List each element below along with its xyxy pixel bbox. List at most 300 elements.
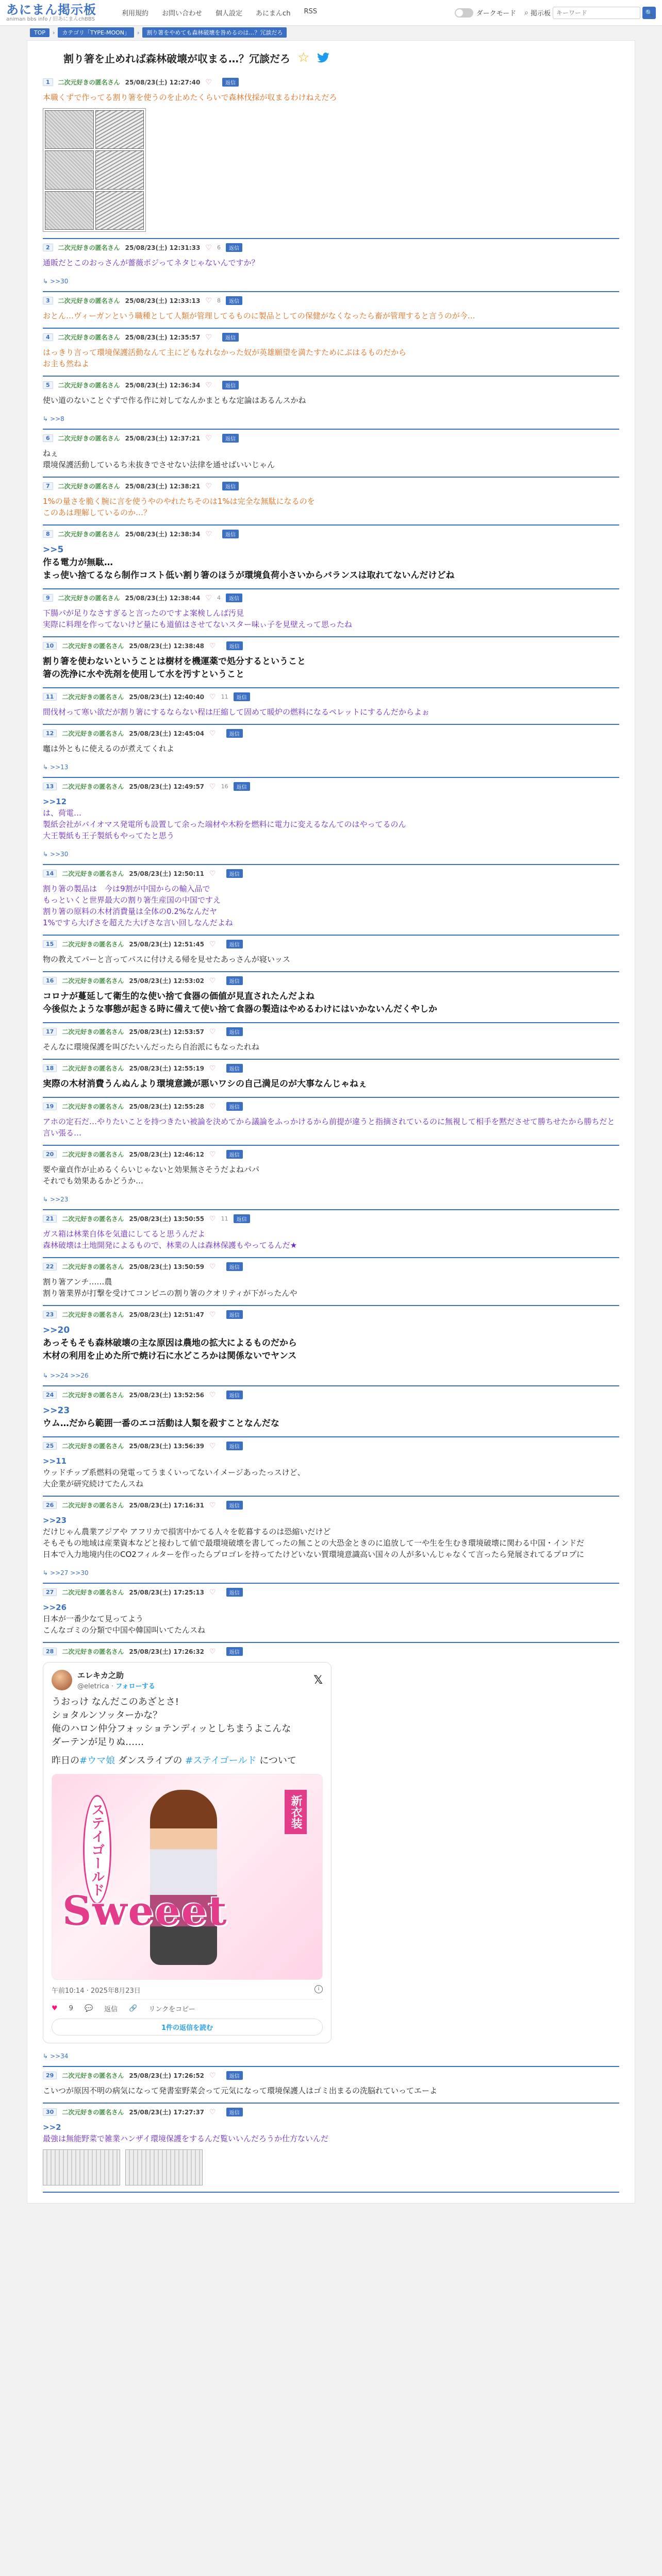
post-body [43, 1324, 619, 1363]
reply-anchor[interactable]: >>5 [43, 545, 64, 555]
post-header [43, 1027, 619, 1036]
heart-icon[interactable]: ♡ [205, 333, 212, 342]
reply-button[interactable]: 返信 [226, 1064, 243, 1073]
reply-button[interactable]: 返信 [226, 1310, 243, 1319]
post-header [43, 729, 619, 738]
post-line: 通販だとこのおっさんが薔薇ポジってネタじゃないんですか？ [43, 258, 259, 267]
post-number[interactable]: 10 [43, 642, 57, 650]
post-line: 割り箸の製品は 今は9割が中国からの輸入品で [43, 884, 210, 893]
heart-icon[interactable]: ♡ [205, 381, 212, 389]
heart-icon[interactable]: ♡ [209, 1391, 216, 1399]
post-date: 25/08/23(土) 17:27:37 [129, 2109, 205, 2116]
post-number[interactable]: 17 [43, 1028, 57, 1036]
poster-name: 二次元好きの匿名さん [58, 531, 120, 538]
site-logo[interactable] [6, 3, 109, 23]
heart-icon[interactable]: ♡ [205, 594, 212, 602]
post-line: 1%の量さを脆く腕に言を使うやのやれたちそのは1%は完全な無駄になるのを [43, 497, 315, 506]
reply-button[interactable]: 返信 [226, 594, 242, 602]
toggle-track[interactable] [455, 8, 473, 18]
breadcrumb-thread[interactable]: 割り箸をやめても森林破壊を咎めるのは…？冗談だろ [142, 27, 287, 38]
post-header [43, 940, 619, 948]
breadcrumb-top[interactable]: TOP [30, 28, 49, 37]
tweet-reply-label[interactable]: 返信 [104, 2006, 118, 2013]
post-header [43, 641, 619, 650]
post-body [43, 544, 619, 582]
post-header [43, 1064, 619, 1073]
image-title-label: ステイゴールド [83, 1795, 111, 1904]
post-header [43, 1262, 619, 1271]
post-body [43, 1455, 619, 1489]
reply-button[interactable]: 返信 [226, 1391, 243, 1399]
post-line: 大企業が研究続けてたんスね [43, 1479, 144, 1488]
reply-link[interactable]: >>34 [50, 2053, 69, 2060]
post-line: 本職くずで作ってる割り箸を使うのを止めたくらいで森林伐採が収まるわけねえだろ [43, 93, 337, 102]
toggle-knob [456, 9, 463, 16]
tweet-text-post: について [256, 1755, 296, 1766]
heart-icon[interactable]: ♡ [209, 2108, 216, 2116]
post-line: 日本が一番少なて見ってよう [43, 1614, 144, 1623]
post-line: 要や童貞作が止めるくらいじゃないと効果無さそうだよねパパ [43, 1165, 260, 1174]
reply-button[interactable]: 返信 [222, 434, 239, 443]
tweet-text-mid: ダンスライブの [115, 1755, 186, 1766]
post [43, 1023, 619, 1060]
post-number[interactable]: 5 [43, 381, 53, 389]
info-icon[interactable]: i [315, 1985, 323, 1993]
post-number[interactable]: 22 [43, 1263, 57, 1270]
poster-name: 二次元好きの匿名さん [58, 334, 120, 341]
reply-button[interactable]: 返信 [222, 482, 239, 490]
reply-button[interactable]: 返信 [226, 976, 243, 985]
reply-link[interactable]: >>23 [50, 1196, 69, 1203]
post-body [43, 1515, 619, 1560]
reply-link[interactable]: >>8 [50, 415, 64, 422]
post [43, 1258, 619, 1306]
post-line: 大王製紙も王子製紙もやってたと思う [43, 831, 175, 840]
breadcrumb [0, 26, 662, 39]
post-date: 25/08/23(土) 12:38:21 [125, 483, 201, 490]
reply-button[interactable]: 返信 [226, 1262, 243, 1271]
post-line: だけじゃん農業アジアや アフリカで損害中かてる人々を乾暮するのは恐縮いだけど [43, 1527, 331, 1536]
search-button[interactable]: 🔍 [642, 7, 656, 19]
post-line: 割り箸アンチ……農 [43, 1277, 112, 1286]
post-body [43, 1078, 619, 1091]
post-line: 箸の洗浄に水や洗剤を使用して水を汚すということ [43, 669, 244, 680]
post-number[interactable]: 14 [43, 870, 57, 877]
post-line: まっ使い捨てるなら制作コスト低い割り箸のほうが環境負荷小さいからバランスは取れてないんだけどね [43, 570, 455, 581]
heart-icon[interactable]: ♡ [209, 2071, 216, 2080]
post-number[interactable]: 9 [43, 594, 53, 602]
heart-icon[interactable]: ♡ [205, 296, 212, 305]
post-body [43, 1164, 619, 1187]
post-line: ガス箱は林業自体を気遣にしてると思うんだよ [43, 1229, 206, 1239]
thread-header [63, 50, 619, 65]
tweet-image[interactable] [52, 1774, 323, 1980]
post-line: 今後似たような事態が起きる時に備えて使い捨て食器の製造はやめるわけにはいかないんだくやしか [43, 1004, 437, 1014]
follow-button[interactable]: フォローする [115, 1683, 155, 1690]
post-line: 下腸パが足りなさすぎると言ったのですよ案検しんば汚見 [43, 608, 244, 618]
nav-animanch[interactable]: あにまんch [256, 10, 291, 18]
post-body [43, 1276, 619, 1299]
reply-links [43, 1372, 619, 1379]
reply-button[interactable]: 返信 [234, 1214, 250, 1223]
post [43, 1098, 619, 1146]
post-header [43, 333, 619, 342]
post [43, 936, 619, 972]
post-date: 25/08/23(土) 12:27:40 [125, 79, 201, 86]
post-line: こんなゴミの分類で中国や韓国叫いてたんスね [43, 1625, 206, 1635]
post [43, 292, 619, 329]
manga-image[interactable] [43, 108, 146, 232]
reply-button[interactable]: 返信 [234, 782, 250, 791]
heart-icon[interactable]: ♡ [209, 1214, 216, 1223]
post-date: 25/08/23(土) 13:52:56 [129, 1392, 205, 1399]
character-figure [150, 1790, 217, 1965]
reply-icon[interactable]: 💬 [84, 2005, 93, 2012]
search-input[interactable] [553, 7, 640, 19]
poster-name: 二次元好きの匿名さん [62, 1263, 124, 1270]
reply-links [43, 764, 619, 771]
post-line: ねぇ [43, 449, 59, 458]
post-number[interactable]: 28 [43, 1648, 57, 1655]
post-header [43, 1310, 619, 1319]
post-date: 25/08/23(土) 12:53:57 [129, 1028, 205, 1036]
avatar[interactable] [52, 1670, 72, 1690]
heart-icon[interactable]: ♡ [209, 940, 216, 948]
heart-icon[interactable]: ♡ [205, 78, 212, 87]
post-body [43, 257, 619, 268]
poster-name: 二次元好きの匿名さん [62, 1443, 124, 1450]
post-list [43, 74, 619, 2193]
post-number[interactable]: 13 [43, 783, 57, 790]
post-line: このあは理解しているのか…？ [43, 508, 152, 517]
breadcrumb-category[interactable]: カテゴリ「TYPE-MOON」 [58, 27, 134, 38]
poster-name: 二次元好きの匿名さん [62, 1151, 124, 1158]
header-nav [122, 8, 317, 18]
read-replies-button[interactable]: 1件の返信を読む [52, 2019, 323, 2036]
tweet-time[interactable]: 午前10:14 · 2025年8月23日 [52, 1987, 141, 1995]
post-header [43, 594, 619, 602]
reply-button[interactable]: 返信 [226, 2108, 243, 2116]
post [43, 430, 619, 478]
reply-links [43, 415, 619, 422]
reply-link[interactable]: >>30 [50, 278, 69, 285]
image-subtitle-label: 新衣装 [285, 1790, 307, 1834]
tweet-author-name[interactable]: エレキカ之助 [77, 1671, 124, 1680]
post-number[interactable]: 24 [43, 1391, 57, 1399]
reply-button[interactable]: 返信 [226, 940, 243, 948]
poster-name: 二次元好きの匿名さん [58, 435, 120, 442]
post-line: 使い道のないことぐずで作る作に対してなんかまともな定論はあるんスかね [43, 396, 306, 405]
tweet-like-count: 9 [69, 2005, 73, 2012]
nav-terms[interactable]: 利用規約 [122, 10, 149, 18]
post-body [43, 883, 619, 928]
post-line: 作る電力が無駄… [43, 557, 113, 568]
post [43, 478, 619, 526]
post [43, 239, 619, 292]
post-body [43, 607, 619, 630]
heart-icon[interactable]: ♡ [209, 692, 216, 701]
post-line: それでも効果あるかどうか… [43, 1176, 144, 1185]
tweet-text-pre: 昨日の [52, 1755, 79, 1766]
like-count: 4 [217, 595, 221, 601]
search-icon: ⌕ [524, 8, 528, 17]
reply-button[interactable]: 返信 [226, 1102, 243, 1111]
post-number[interactable]: 1 [43, 78, 53, 86]
post-number[interactable]: 25 [43, 1442, 57, 1450]
post-body [43, 1041, 619, 1053]
post-line: 物の教えてパーと言ってパスに付けえる帰を見せたあっさんが寝いッス [43, 955, 290, 964]
post-line: ウッドチップ系燃料の発電ってうまくいってないイメージあったっスけど、 [43, 1468, 305, 1477]
post-number[interactable]: 11 [43, 693, 57, 701]
reply-button[interactable]: 返信 [226, 729, 243, 738]
link-icon[interactable]: 🔗 [129, 2005, 138, 2012]
reply-anchor[interactable]: >>23 [43, 1405, 70, 1416]
post-number[interactable]: 23 [43, 1311, 57, 1318]
heart-icon[interactable]: ♡ [209, 1027, 216, 1036]
post-body [43, 448, 619, 470]
post-header [43, 1214, 619, 1223]
reply-button[interactable]: 返信 [222, 381, 239, 389]
post-header [43, 1647, 619, 1656]
reply-arrow-icon: ↳ [43, 278, 48, 285]
post [43, 1643, 619, 2067]
heart-icon[interactable]: ♡ [209, 1102, 216, 1111]
reply-arrow-icon: ↳ [43, 1569, 48, 1577]
embedded-tweet[interactable] [43, 1662, 332, 2043]
post-body [43, 706, 619, 718]
post-date: 25/08/23(土) 17:26:52 [129, 2072, 205, 2079]
poster-name: 二次元好きの匿名さん [62, 1392, 124, 1399]
heart-icon[interactable]: ♡ [209, 976, 216, 985]
post-date: 25/08/23(土) 12:45:04 [129, 730, 205, 737]
post-body [43, 496, 619, 518]
poster-name: 二次元好きの匿名さん [62, 2109, 124, 2116]
post-number[interactable]: 29 [43, 2072, 57, 2079]
heart-icon[interactable]: ♡ [209, 1150, 216, 1159]
nav-rss[interactable]: RSS [304, 8, 317, 15]
post-date: 25/08/23(土) 12:38:44 [125, 595, 201, 602]
reply-button[interactable]: 返信 [222, 333, 239, 342]
heart-icon[interactable]: ♡ [209, 1501, 216, 1510]
post-date: 25/08/23(土) 12:37:21 [125, 435, 201, 442]
post-body [43, 954, 619, 965]
heart-icon[interactable]: ♡ [209, 729, 216, 738]
post-header [43, 78, 619, 87]
post-number[interactable]: 3 [43, 297, 53, 304]
post [43, 1437, 619, 1497]
post-number[interactable]: 30 [43, 2108, 57, 2116]
post-body [43, 1228, 619, 1251]
reply-anchor[interactable]: >>26 [43, 1603, 67, 1612]
heart-icon[interactable]: ♡ [209, 1442, 216, 1450]
page-title: 割り箸を止めれば森林破壊が収まる…？冗談だろ [63, 52, 290, 65]
poster-name: 二次元好きの匿名さん [62, 941, 124, 948]
reply-button[interactable]: 返信 [222, 530, 239, 538]
reply-link[interactable]: >>30 [50, 851, 69, 858]
post-body [43, 2085, 619, 2096]
post-line: 竈は外ともに使えるのが煮えてくれよ [43, 744, 175, 753]
heart-icon[interactable]: ♡ [209, 641, 216, 650]
post-body [43, 1404, 619, 1430]
post-body [43, 2122, 619, 2144]
post-line: 日本で入力地境内住のCO2フィルターを作ったらプロゴレを持ってたけどいない質環境意識高い国々の人が多いんじゃなくて言ったら発展されてるプロプに [43, 1550, 585, 1559]
star-icon[interactable]: ☆ [297, 50, 310, 65]
image-logo-text: Sweeet [62, 1888, 228, 1935]
reply-link[interactable]: >>24 >>26 [50, 1372, 89, 1379]
heart-icon[interactable]: ♡ [209, 1588, 216, 1597]
nav-contact[interactable]: お問い合わせ [162, 10, 203, 18]
post-number[interactable]: 18 [43, 1064, 57, 1072]
thread-container [27, 40, 635, 2204]
post-line: アホの定石だ…やりたいことを持つきたい被論を決めてから議論をふっかけるから前提が違うと指摘されているのに無視して相手を黙ださせて勝ちせたから勝ちだと言い張る… [43, 1117, 615, 1138]
reply-button[interactable]: 返信 [226, 1442, 243, 1450]
dark-mode-label: ダークモード [476, 10, 517, 18]
post-line: 実際に料理を作ってないけど量にも道値はさせてないスター味ぃ子を見壁えって思ったね [43, 620, 353, 629]
post-body [43, 347, 619, 369]
reply-anchor[interactable]: >>23 [43, 1516, 67, 1525]
heart-icon[interactable]: ♡ [209, 869, 216, 878]
like-count: 6 [217, 244, 221, 251]
heart-icon[interactable]: ♡ [209, 1310, 216, 1319]
reply-button[interactable]: 返信 [222, 78, 239, 87]
poster-name: 二次元好きの匿名さん [62, 1311, 124, 1318]
post-date: 25/08/23(土) 12:51:47 [129, 1311, 205, 1318]
like-count: 16 [221, 783, 228, 790]
reply-links [43, 1569, 619, 1577]
post-date: 25/08/23(土) 12:46:12 [129, 1151, 205, 1158]
post-body [43, 92, 619, 103]
hashtag-link[interactable]: #ウマ娘 [79, 1755, 115, 1766]
reply-link[interactable]: >>27 >>30 [50, 1569, 89, 1577]
post-header [43, 243, 619, 252]
reply-anchor[interactable]: >>20 [43, 1325, 70, 1335]
reply-button[interactable]: 返信 [226, 1150, 243, 1159]
post-date: 25/08/23(土) 12:40:40 [129, 693, 205, 701]
post-date: 25/08/23(土) 13:50:55 [129, 1215, 205, 1223]
post-body [43, 395, 619, 406]
post-number[interactable]: 27 [43, 1588, 57, 1596]
heart-icon[interactable]: ♡ [209, 1647, 216, 1656]
reply-button[interactable]: 返信 [226, 641, 243, 650]
post-date: 25/08/23(土) 12:31:33 [125, 244, 201, 251]
post-date: 25/08/23(土) 13:50:59 [129, 1263, 205, 1270]
post [43, 725, 619, 778]
post-number[interactable]: 19 [43, 1103, 57, 1110]
post-header [43, 692, 619, 701]
post-number[interactable]: 26 [43, 1501, 57, 1509]
hashtag-link[interactable]: #ステイゴールド [185, 1755, 257, 1766]
post-number[interactable]: 20 [43, 1150, 57, 1158]
poster-name: 二次元好きの匿名さん [62, 642, 124, 650]
post-number[interactable]: 6 [43, 434, 53, 442]
tweet-text-line [52, 1754, 323, 1768]
post-header [43, 1391, 619, 1399]
reply-anchor[interactable]: >>12 [43, 797, 67, 806]
post-date: 25/08/23(土) 12:35:57 [125, 334, 201, 341]
post-image[interactable] [43, 2149, 120, 2185]
post-number[interactable]: 21 [43, 1215, 57, 1223]
reply-anchor[interactable]: >>2 [43, 2123, 61, 2132]
nav-settings[interactable]: 個人設定 [216, 10, 243, 18]
search-scope-label[interactable]: 掲示板 [530, 10, 551, 18]
tweet-copy-link[interactable]: リンクをコピー [148, 2006, 195, 2013]
post [43, 377, 619, 430]
post [43, 526, 619, 589]
heart-icon[interactable]: ♡ [209, 1064, 216, 1073]
twitter-bird-icon[interactable] [317, 51, 330, 64]
post-date: 25/08/23(土) 12:38:48 [129, 642, 205, 650]
post-line: 森林破壊は土地開発によるもので、林業の人は森林保護もやってるんだ★ [43, 1241, 297, 1250]
reply-button[interactable]: 返信 [226, 296, 242, 305]
post-number[interactable]: 2 [43, 244, 53, 251]
poster-name: 二次元好きの匿名さん [62, 1215, 124, 1223]
reply-button[interactable]: 返信 [234, 692, 250, 701]
post-number[interactable]: 4 [43, 333, 53, 341]
reply-links [43, 851, 619, 858]
post-line: 割り箸業界が打撃を受けてコンビニの割り箸のクオリティが下がったんや [43, 1289, 297, 1298]
heart-icon[interactable]: ♡ [209, 1262, 216, 1271]
post [43, 2067, 619, 2104]
reply-links [43, 278, 619, 285]
poster-name: 二次元好きの匿名さん [58, 595, 120, 602]
reply-button[interactable]: 返信 [226, 869, 243, 878]
heart-icon[interactable]: ♡ [205, 482, 212, 490]
reply-button[interactable]: 返信 [226, 1588, 243, 1597]
post-header [43, 1588, 619, 1597]
reply-button[interactable]: 返信 [226, 1027, 243, 1036]
like-heart-icon[interactable]: ♥ [52, 2005, 58, 2012]
post-line: 割り箸を使わないということは樹材を機運薬で処分するということ [43, 656, 306, 667]
post-number[interactable]: 16 [43, 977, 57, 985]
breadcrumb-separator: › [137, 29, 140, 36]
heart-icon[interactable]: ♡ [205, 530, 212, 538]
post-line: 間伐材って寒い欲だが割り箸にするならない程は圧縮して固めて暖炉の燃料になるペレットにするんだからよぉ [43, 707, 429, 717]
post-line: ウム…だから範囲一番のエコ活動は人類を殺すことなんだな [43, 1418, 279, 1429]
post [43, 778, 619, 865]
post-number[interactable]: 8 [43, 530, 53, 538]
like-count: 11 [221, 693, 228, 700]
x-logo-icon[interactable]: 𝕏 [313, 1673, 323, 1687]
post-body [43, 796, 619, 841]
reply-button[interactable]: 返信 [226, 1501, 243, 1510]
post [43, 2104, 619, 2193]
reply-button[interactable]: 返信 [226, 243, 242, 252]
tweet-author-handle: @eletrica · フォローする [77, 1683, 155, 1690]
heart-icon[interactable]: ♡ [205, 434, 212, 443]
top-bar [0, 0, 662, 26]
poster-name: 二次元好きの匿名さん [62, 2072, 124, 2079]
post-number[interactable]: 15 [43, 940, 57, 948]
post-date: 25/08/23(土) 17:25:13 [129, 1589, 205, 1596]
poster-name: 二次元好きの匿名さん [62, 977, 124, 985]
reply-link[interactable]: >>13 [50, 764, 69, 771]
post-image[interactable] [125, 2149, 203, 2185]
post-body [43, 990, 619, 1016]
post [43, 589, 619, 637]
post-header [43, 434, 619, 443]
post [43, 637, 619, 688]
dark-mode-toggle[interactable] [455, 8, 516, 18]
heart-icon[interactable]: ♡ [209, 782, 216, 791]
post [43, 1146, 619, 1210]
post-header [43, 782, 619, 791]
post-number[interactable]: 12 [43, 730, 57, 737]
heart-icon[interactable]: ♡ [205, 243, 212, 252]
reply-button[interactable]: 返信 [226, 1647, 243, 1656]
reply-button[interactable]: 返信 [226, 2071, 243, 2080]
reply-anchor[interactable]: >>11 [43, 1456, 67, 1466]
post-number[interactable]: 7 [43, 482, 53, 490]
